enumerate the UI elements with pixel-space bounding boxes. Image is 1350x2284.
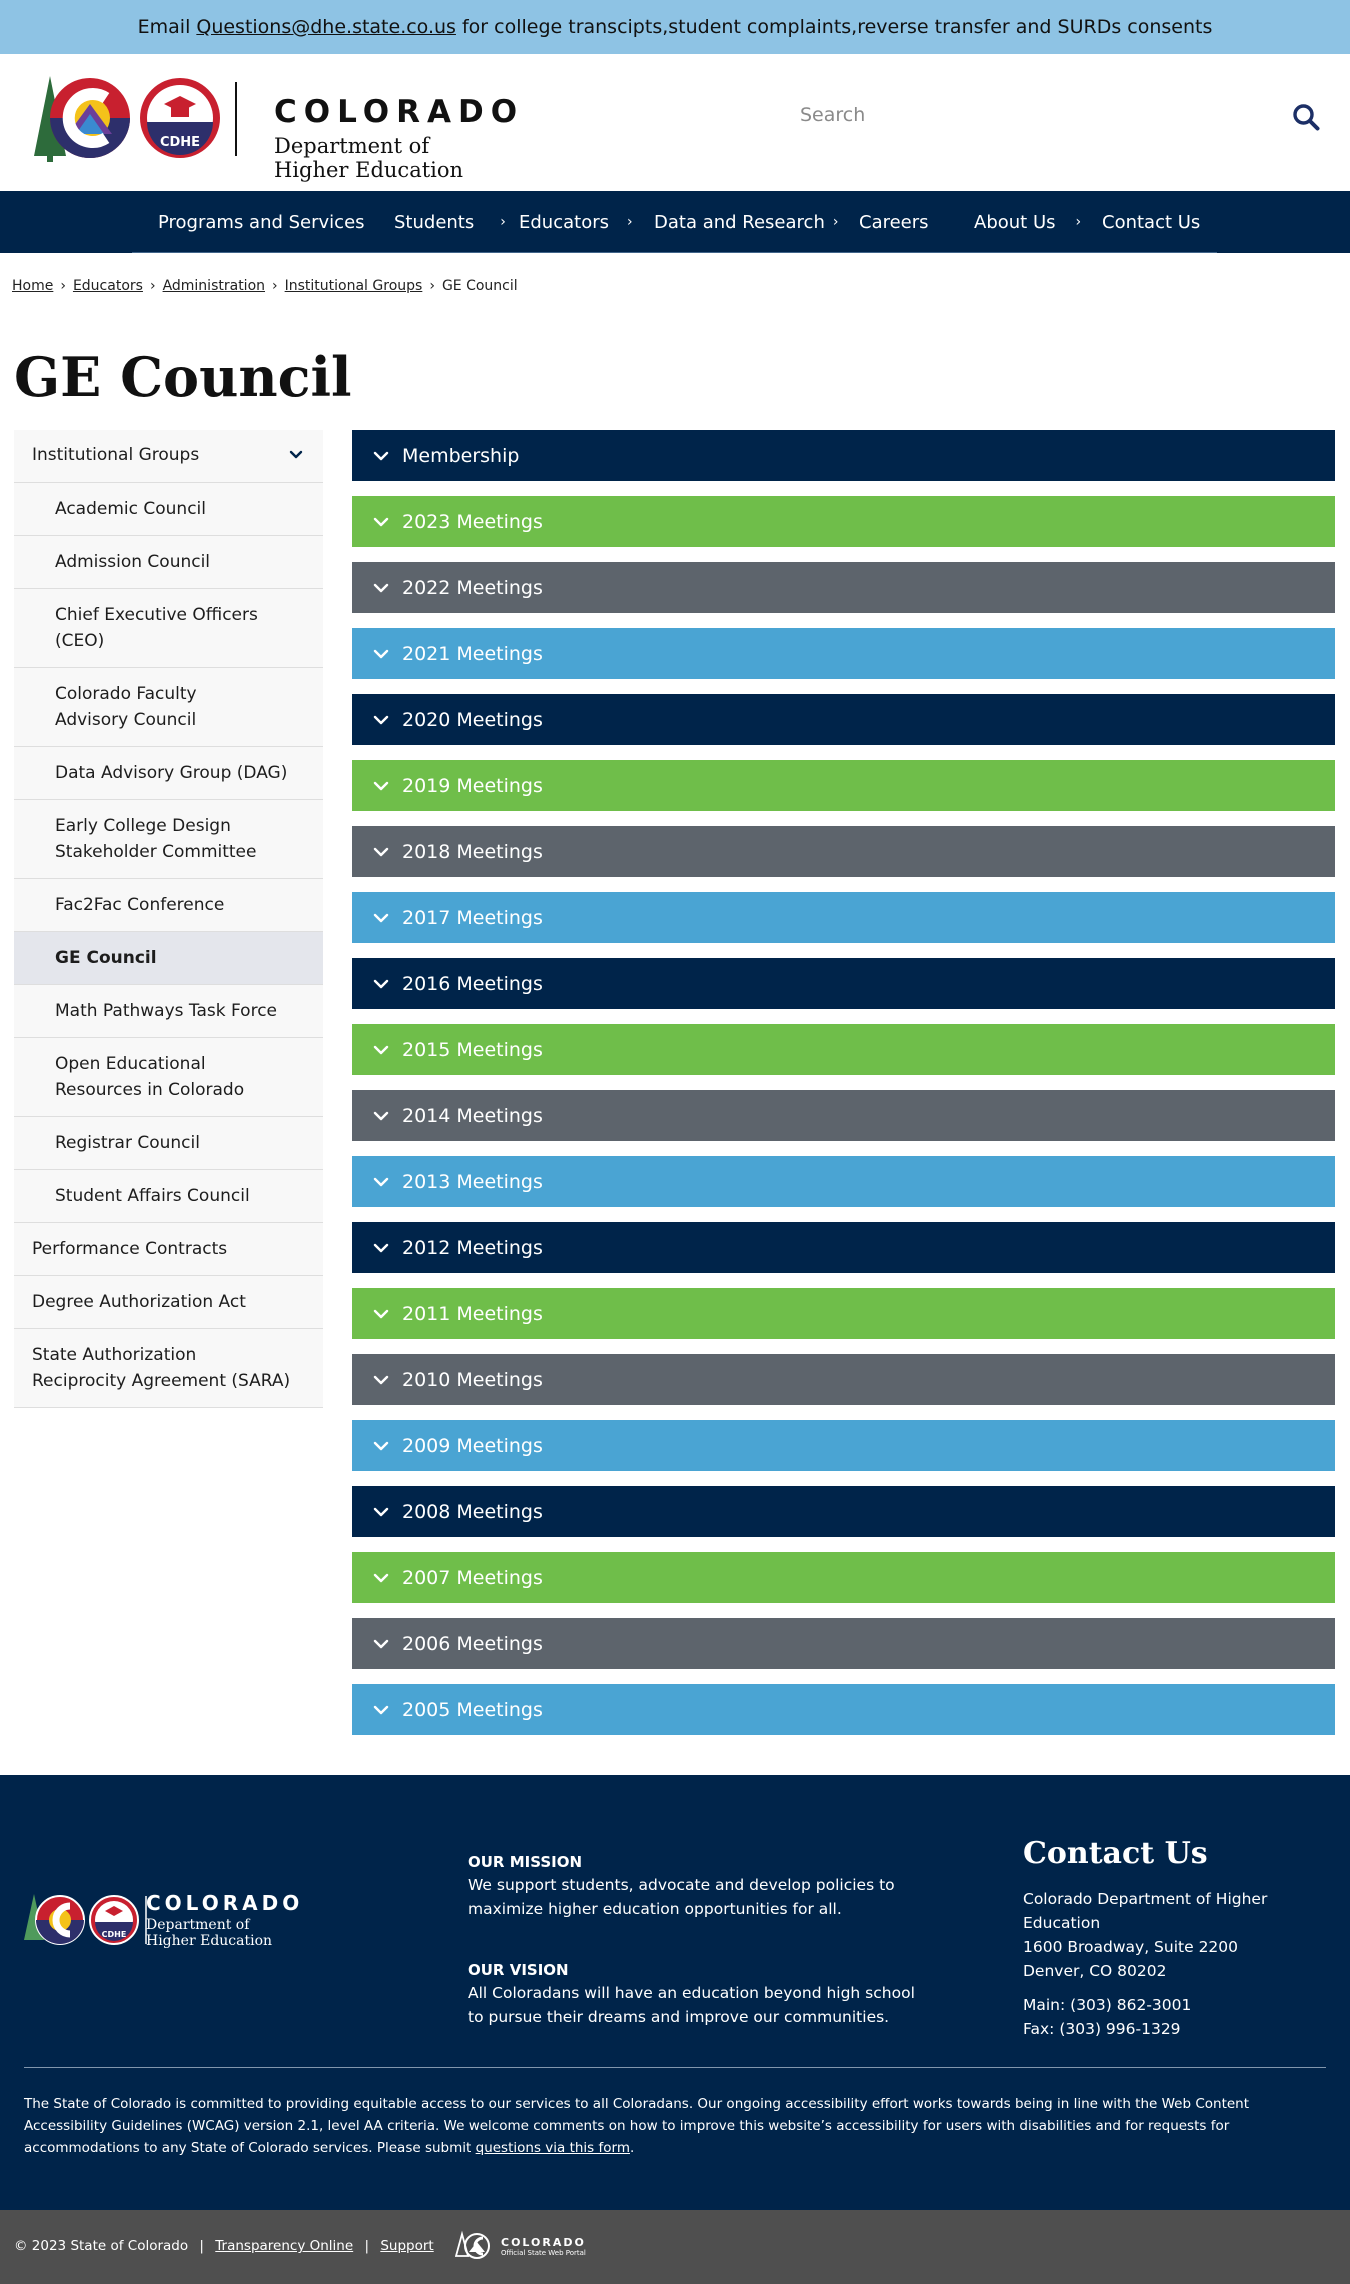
accordion-label: 2015 Meetings xyxy=(402,1038,543,1061)
address-line3: Denver, CO 80202 xyxy=(1023,1962,1167,1980)
nav-item-programs-and-services[interactable] xyxy=(158,191,365,253)
accordion-label: 2017 Meetings xyxy=(402,906,543,929)
side-nav-label: Math Pathways Task Force xyxy=(55,1001,278,1021)
breadcrumb-educators[interactable]: Educators xyxy=(72,278,143,294)
chevron-down-icon xyxy=(371,842,391,862)
main-nav-inner xyxy=(132,191,1217,253)
footer-mission xyxy=(468,1851,918,1921)
side-nav-label: State Authorization Reciprocity Agreement (SARA) xyxy=(32,1345,291,1391)
chevron-down-icon xyxy=(371,1238,391,1258)
accordion-label: 2016 Meetings xyxy=(402,972,543,995)
chevron-right-icon[interactable]: › xyxy=(832,214,839,230)
notice-prefix: Email xyxy=(137,16,191,38)
accordion-label: 2013 Meetings xyxy=(402,1170,543,1193)
accordion-2023-meetings[interactable] xyxy=(352,496,1335,547)
mission-text: We support students, advocate and develop policies to maximize higher education opportunities for all. xyxy=(468,1876,895,1918)
footer-divider xyxy=(24,2067,1326,2068)
side-nav-label: Data Advisory Group (DAG) xyxy=(55,763,288,783)
nav-item-label: Educators xyxy=(519,211,609,233)
nav-item-label: Data and Research xyxy=(654,211,825,233)
side-nav-item-academic-council[interactable] xyxy=(14,483,323,536)
accordion-label: 2010 Meetings xyxy=(402,1368,543,1391)
accordion-2020-meetings[interactable] xyxy=(352,694,1335,745)
logo-dept-line2: Higher Education xyxy=(274,158,464,182)
chevron-down-icon xyxy=(371,1106,391,1126)
accordion-label: 2006 Meetings xyxy=(402,1632,543,1655)
mission-heading: OUR MISSION xyxy=(468,1853,583,1871)
chevron-down-icon xyxy=(371,1172,391,1192)
side-nav-item-sara[interactable] xyxy=(14,1329,323,1408)
a11y-form-link[interactable]: questions via this form xyxy=(475,2140,630,2156)
chevron-down-icon xyxy=(371,446,391,466)
footer-logo-dept-line1: Department of xyxy=(146,1917,250,1933)
side-nav-label: Colorado Faculty Advisory Council xyxy=(55,684,197,730)
side-nav-item-open-educational-resources[interactable] xyxy=(14,1038,323,1117)
chevron-down-icon xyxy=(371,578,391,598)
accordion-label: 2020 Meetings xyxy=(402,708,543,731)
logo-badge-text: CDHE xyxy=(159,135,201,150)
accordion-2021-meetings[interactable] xyxy=(352,628,1335,679)
nav-item-about-us[interactable] xyxy=(974,191,1081,253)
chevron-down-icon xyxy=(371,908,391,928)
side-nav-label: Early College Design Stakeholder Committee xyxy=(55,816,257,862)
support-link[interactable]: Support xyxy=(380,2238,434,2254)
side-nav-item-registrar-council[interactable] xyxy=(14,1117,323,1170)
breadcrumb-institutional-groups[interactable]: Institutional Groups xyxy=(284,278,423,294)
site-logo[interactable] xyxy=(28,74,525,182)
side-nav-parent-institutional-groups[interactable] xyxy=(14,430,323,483)
accordion-2009-meetings[interactable] xyxy=(352,1420,1335,1471)
breadcrumb-separator: › xyxy=(429,278,435,294)
side-nav-label: Chief Executive Officers (CEO) xyxy=(55,605,258,651)
chevron-down-icon xyxy=(371,1370,391,1390)
accordion-2011-meetings[interactable] xyxy=(352,1288,1335,1339)
footer-logo-text xyxy=(146,1891,303,1949)
side-nav-label: Admission Council xyxy=(55,552,211,572)
chevron-down-icon xyxy=(371,1568,391,1588)
accordion-label: 2005 Meetings xyxy=(402,1698,543,1721)
accordion-membership[interactable] xyxy=(352,430,1335,481)
breadcrumb-separator: › xyxy=(272,278,278,294)
footer-logo-badge-text: CDHE xyxy=(101,1930,127,1939)
search-button[interactable] xyxy=(1290,102,1322,134)
chevron-down-icon xyxy=(371,512,391,532)
side-nav-item-degree-authorization-act[interactable] xyxy=(14,1276,323,1329)
portal-logo-icon xyxy=(455,2230,497,2262)
accordion-2005-meetings[interactable] xyxy=(352,1684,1335,1735)
transparency-online-link[interactable]: Transparency Online xyxy=(215,2238,354,2254)
accordion-label: 2009 Meetings xyxy=(402,1434,543,1457)
side-nav-label: Open Educational Resources in Colorado xyxy=(55,1054,245,1100)
portal-text xyxy=(501,2236,586,2258)
chevron-down-icon xyxy=(371,644,391,664)
breadcrumb-current: GE Council xyxy=(441,278,518,294)
footer-contact xyxy=(1023,1835,1343,2041)
side-nav-label: Degree Authorization Act xyxy=(32,1292,246,1312)
accessibility-statement xyxy=(24,2093,1326,2159)
notice-email-link[interactable]: Questions@dhe.state.co.us xyxy=(196,16,456,38)
page-title: GE Council xyxy=(14,345,352,409)
accordion-2018-meetings[interactable] xyxy=(352,826,1335,877)
chevron-down-icon xyxy=(371,1502,391,1522)
side-nav-item-math-pathways[interactable] xyxy=(14,985,323,1038)
nav-item-contact-us[interactable] xyxy=(1102,191,1200,253)
portal-colorado: COLORADO xyxy=(501,2236,586,2249)
state-logo-icon xyxy=(28,74,268,174)
search-input[interactable] xyxy=(800,94,1270,136)
chevron-down-icon xyxy=(371,974,391,994)
chevron-down-icon xyxy=(371,776,391,796)
side-nav-item-student-affairs-council[interactable] xyxy=(14,1170,323,1223)
footer-vision xyxy=(468,1959,918,2029)
phone-main[interactable]: Main: (303) 862-3001 xyxy=(1023,1996,1192,2014)
portal-sub: Official State Web Portal xyxy=(501,2249,586,2257)
side-nav-label: Student Affairs Council xyxy=(55,1186,250,1206)
side-nav-label: Registrar Council xyxy=(55,1133,200,1153)
side-nav-item-performance-contracts[interactable] xyxy=(14,1223,323,1276)
accordion-2015-meetings[interactable] xyxy=(352,1024,1335,1075)
bottom-separator: | xyxy=(364,2238,370,2254)
side-nav-label: Institutional Groups xyxy=(32,445,200,465)
footer-logo-dept-line2: Higher Education xyxy=(146,1933,273,1949)
site-header xyxy=(0,54,1350,191)
side-nav xyxy=(14,430,323,1408)
side-nav-item-ge-council[interactable] xyxy=(14,932,323,985)
vision-text: All Coloradans will have an education beyond high school to pursue their dreams and improve our communities. xyxy=(468,1984,915,2026)
side-nav-item-early-college-design[interactable] xyxy=(14,800,323,879)
accordion-label: 2018 Meetings xyxy=(402,840,543,863)
search-icon xyxy=(1292,103,1320,131)
vision-heading: OUR VISION xyxy=(468,1961,569,1979)
accordion-2014-meetings[interactable] xyxy=(352,1090,1335,1141)
site-footer xyxy=(0,1775,1350,2210)
copyright: © 2023 State of Colorado xyxy=(14,2238,189,2254)
logo-text xyxy=(274,94,524,182)
nav-item-data-and-research[interactable] xyxy=(654,191,838,253)
nav-item-students[interactable] xyxy=(394,191,506,253)
chevron-right-icon[interactable]: › xyxy=(500,214,506,230)
a11y-text: The State of Colorado is committed to providing equitable access to our services to all Coloradans. Our ongoing accessibility effort works towards being in line with the Web Content Accessibility Guidelines (WCAG) version 2.1, level AA criteria. We welcome comments on how to improve this website’s accessibility for users with disabilities and for requests for accommodations to any State of Colorado services. Please submit xyxy=(24,2096,1250,2156)
side-nav-item-ceo[interactable] xyxy=(14,589,323,668)
accordion-label: 2008 Meetings xyxy=(402,1500,543,1523)
phone-fax: Fax: (303) 996-1329 xyxy=(1023,2020,1181,2038)
accordion-label: 2023 Meetings xyxy=(402,510,543,533)
chevron-right-icon[interactable]: › xyxy=(1075,214,1082,230)
address-line1: Colorado Department of Higher Education xyxy=(1023,1890,1268,1932)
side-nav-item-fac2fac-conference[interactable] xyxy=(14,879,323,932)
breadcrumb-separator: › xyxy=(60,278,66,294)
chevron-down-icon[interactable] xyxy=(287,446,305,464)
breadcrumb xyxy=(12,278,518,294)
accordion-label: 2019 Meetings xyxy=(402,774,543,797)
footer-logo-colorado: COLORADO xyxy=(146,1891,304,1915)
nav-item-label: Contact Us xyxy=(1102,211,1201,233)
notice-suffix: for college transcipts,student complaints,reverse transfer and SURDs consents xyxy=(461,16,1213,38)
chevron-right-icon[interactable]: › xyxy=(626,214,633,230)
accordion-2022-meetings[interactable] xyxy=(352,562,1335,613)
main-nav xyxy=(0,191,1350,253)
bottom-links xyxy=(14,2238,434,2254)
accordion-2016-meetings[interactable] xyxy=(352,958,1335,1009)
notice-bar xyxy=(0,0,1350,54)
logo-dept-line1: Department of xyxy=(274,134,430,158)
breadcrumb-separator: › xyxy=(149,278,156,294)
accordion-label: 2022 Meetings xyxy=(402,576,543,599)
accordion-2010-meetings[interactable] xyxy=(352,1354,1335,1405)
nav-item-label: About Us xyxy=(974,211,1056,233)
bottom-separator: | xyxy=(199,2238,204,2254)
accordion-label: 2021 Meetings xyxy=(402,642,543,665)
chevron-down-icon xyxy=(371,1436,391,1456)
nav-item-label: Careers xyxy=(859,211,929,233)
a11y-end: . xyxy=(629,2140,635,2156)
chevron-down-icon xyxy=(371,1040,391,1060)
accordion-label: 2014 Meetings xyxy=(402,1104,543,1127)
contact-heading: Contact Us xyxy=(1023,1836,1208,1871)
accordion-2006-meetings[interactable] xyxy=(352,1618,1335,1669)
nav-item-label: Programs and Services xyxy=(158,211,365,233)
accordion-label: Membership xyxy=(402,444,520,467)
accordion-2017-meetings[interactable] xyxy=(352,892,1335,943)
accordion-2019-meetings[interactable] xyxy=(352,760,1335,811)
accordion-2007-meetings[interactable] xyxy=(352,1552,1335,1603)
side-nav-label: Performance Contracts xyxy=(32,1239,228,1259)
chevron-down-icon xyxy=(371,1634,391,1654)
accordion-label: 2011 Meetings xyxy=(402,1302,543,1325)
accordion-2012-meetings[interactable] xyxy=(352,1222,1335,1273)
breadcrumb-home[interactable]: Home xyxy=(12,278,54,294)
address-line2: 1600 Broadway, Suite 2200 xyxy=(1023,1938,1239,1956)
side-nav-item-colorado-faculty-advisory-council[interactable] xyxy=(14,668,323,747)
side-nav-item-admission-council[interactable] xyxy=(14,536,323,589)
accordion-list xyxy=(352,430,1335,1750)
chevron-down-icon xyxy=(371,710,391,730)
nav-item-label: Students xyxy=(394,211,475,233)
bottom-bar xyxy=(0,2210,1350,2284)
side-nav-label: GE Council xyxy=(55,948,157,968)
logo-colorado: COLORADO xyxy=(274,94,525,130)
side-nav-label: Fac2Fac Conference xyxy=(55,895,225,915)
accordion-label: 2012 Meetings xyxy=(402,1236,543,1259)
side-nav-item-data-advisory-group[interactable] xyxy=(14,747,323,800)
accordion-2008-meetings[interactable] xyxy=(352,1486,1335,1537)
nav-item-educators[interactable] xyxy=(519,191,633,253)
accordion-label: 2007 Meetings xyxy=(402,1566,543,1589)
accordion-2013-meetings[interactable] xyxy=(352,1156,1335,1207)
nav-item-careers[interactable] xyxy=(859,191,929,253)
side-nav-label: Academic Council xyxy=(55,499,206,519)
chevron-down-icon xyxy=(371,1700,391,1720)
chevron-down-icon xyxy=(371,1304,391,1324)
footer-logo-icon xyxy=(22,1890,152,1954)
breadcrumb-administration[interactable]: Administration xyxy=(162,278,266,294)
